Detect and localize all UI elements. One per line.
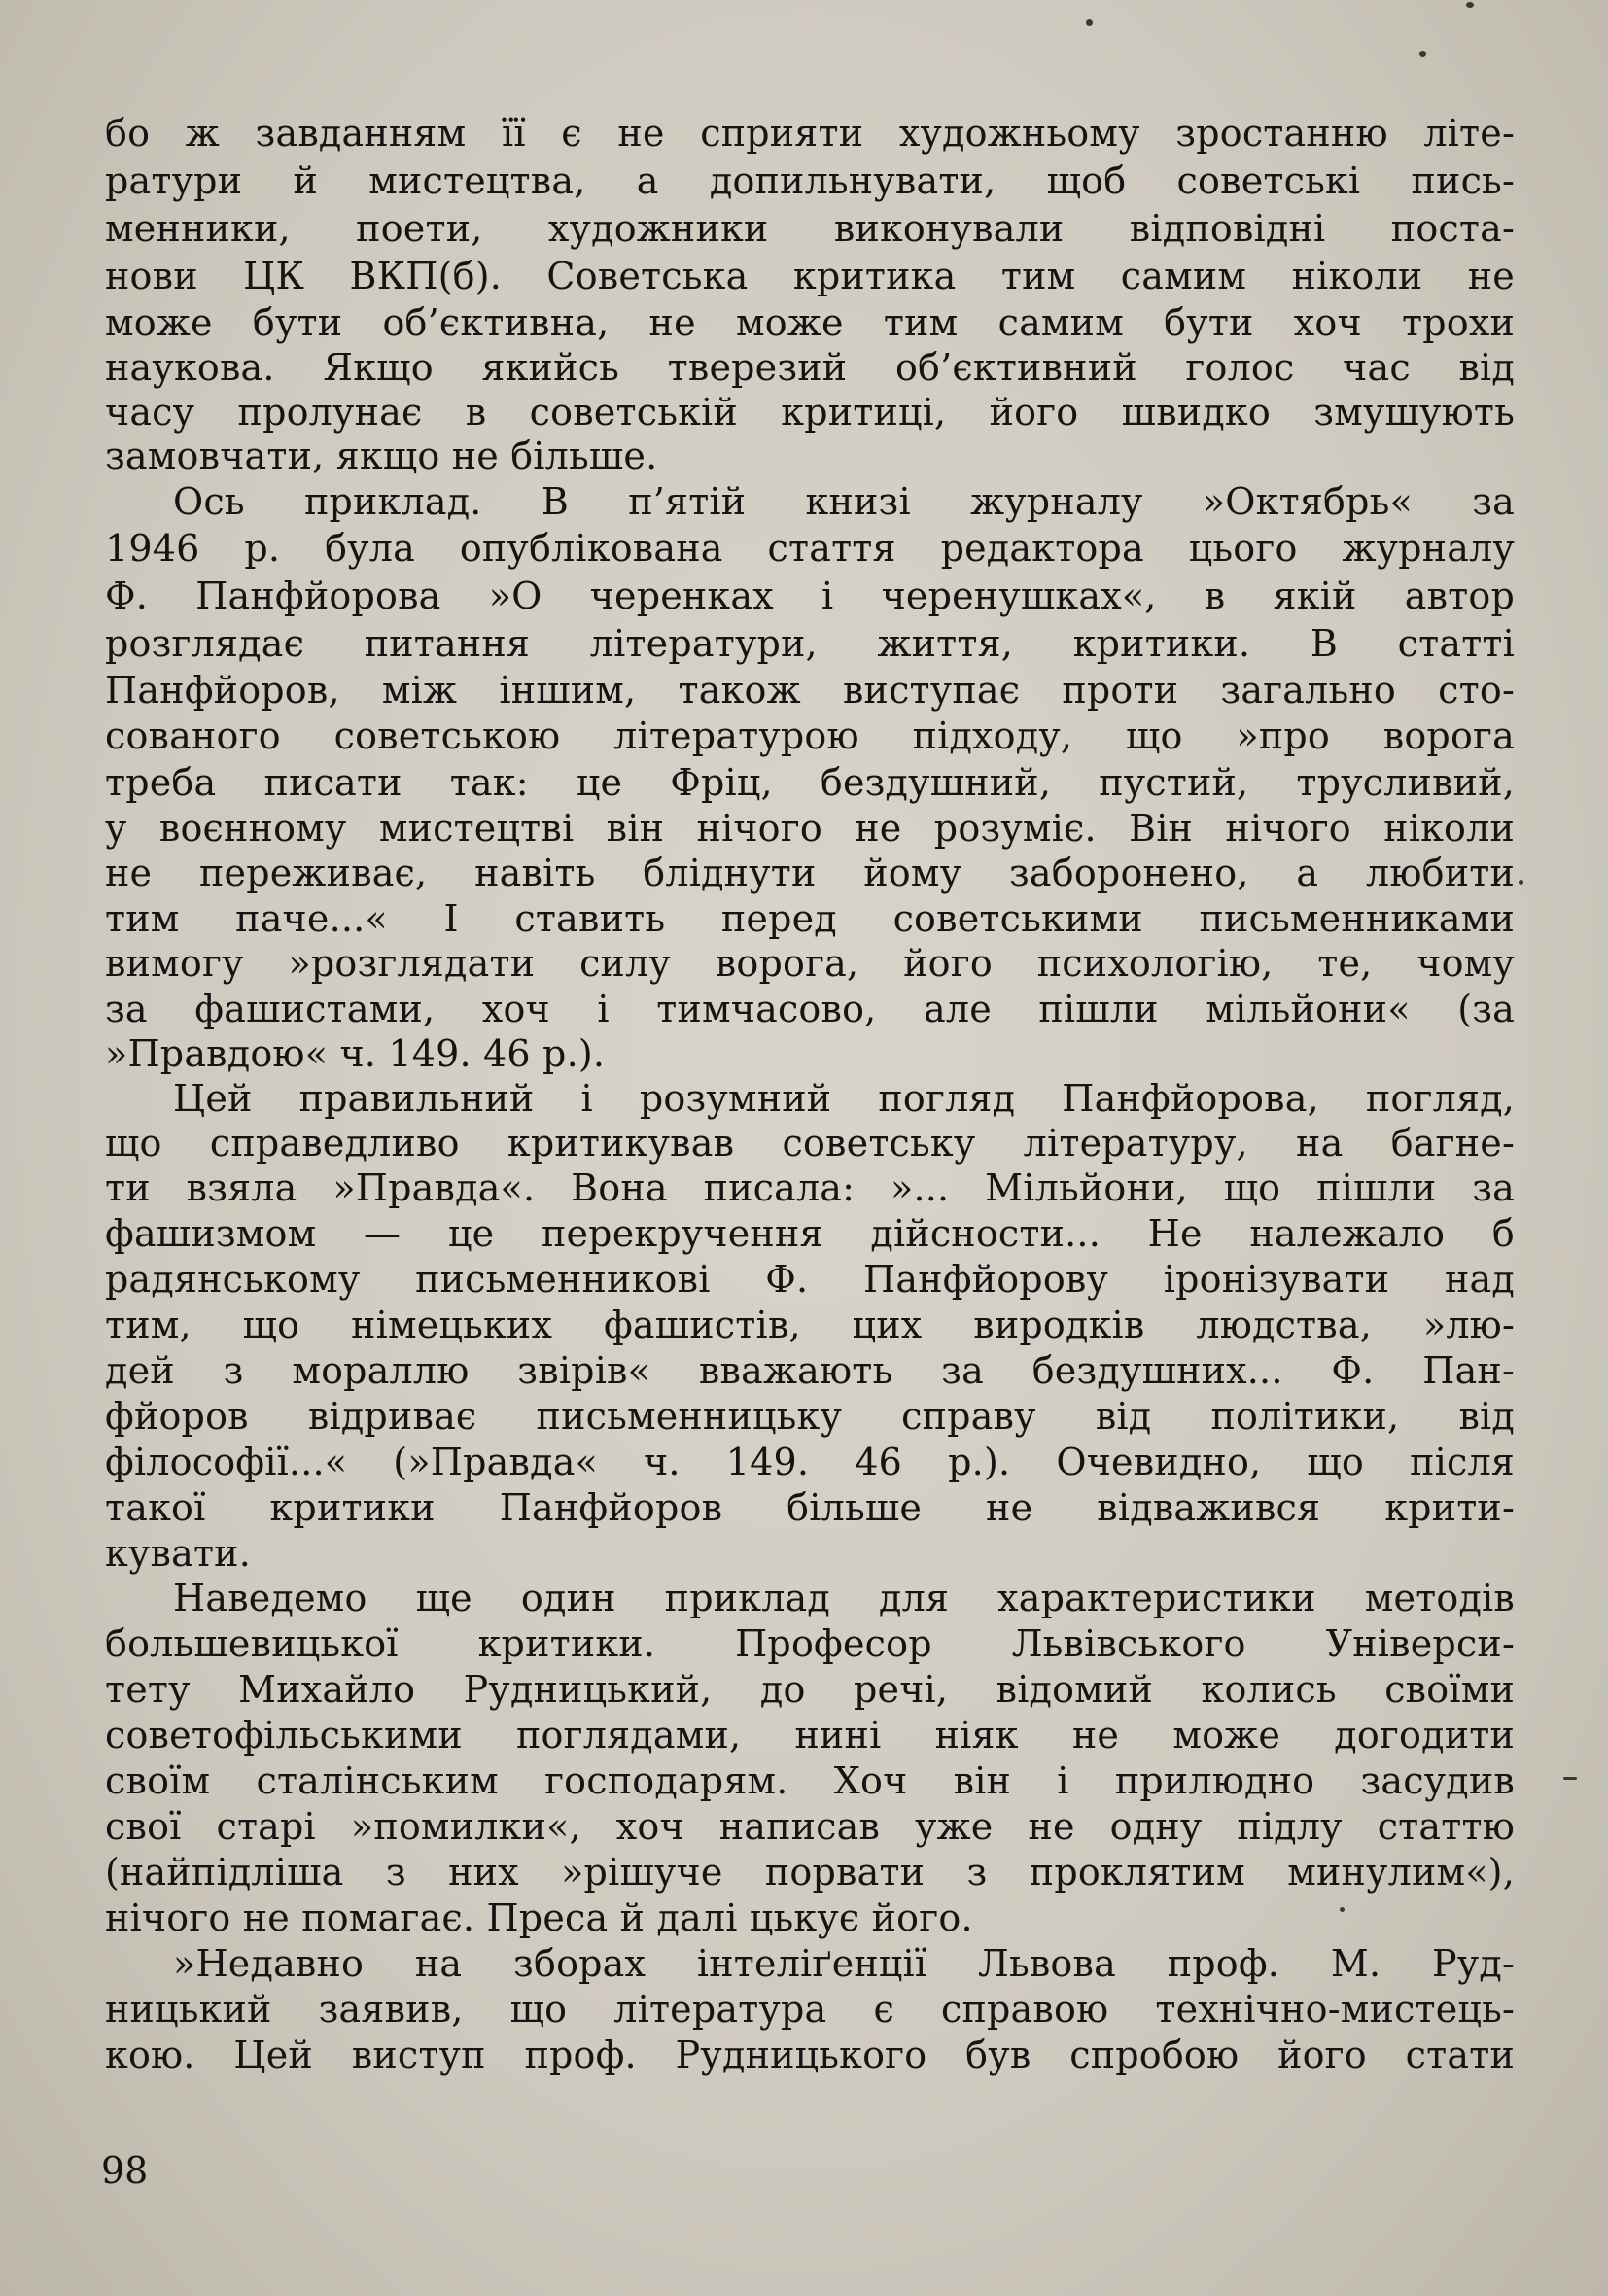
text-line-7: часу пролунає в советській критиці, його швидко змушують [105,391,1515,434]
text-line-31: такої критики Панфйоров більше не відважився крити- [105,1486,1515,1529]
text-line-1: бо ж завданням її є не сприяти художньому зростанню літе- [105,112,1515,155]
text-line-2: ратури й мистецтва, а допильнувати, щоб советські пись- [105,159,1515,202]
text-line-13: Панфйоров, між іншим, також виступає проти загально сто- [105,669,1515,712]
print-speck [1086,19,1093,26]
text-line-24: ти взяла »Правда«. Вона писала: »... Мільйони, що пішли за [105,1166,1515,1209]
print-speck [1563,1777,1577,1780]
text-line-16: у воєнному мистецтві він нічого не розуміє. Він нічого ніколи [105,807,1515,850]
text-line-33: Наведемо ще один приклад для характеристики методів [173,1577,1515,1619]
text-line-25: фашизмом — це перекручення дійсности... Не належало б [105,1212,1515,1255]
text-line-27: тим, що німецьких фашистів, цих виродків людства, »лю- [105,1304,1515,1346]
text-line-35: тету Михайло Рудницький, до речі, відомий колись своїми [105,1668,1515,1711]
text-line-38: свої старі »помилки«, хоч написав уже не одну підлу статтю [105,1805,1515,1848]
text-line-12: розглядає питання літератури, життя, критики. В статті [105,622,1515,665]
text-line-41: »Недавно на зборах інтеліґенції Львова проф. М. Руд- [173,1942,1515,1985]
text-line-18: тим паче...« І ставить перед советськими письменниками [105,897,1515,940]
print-speck [1419,51,1426,57]
text-line-43: кою. Цей виступ проф. Рудницького був спробою його стати [105,2034,1515,2076]
text-line-22: Цей правильний і розумний погляд Панфйорова, погляд, [173,1077,1515,1120]
text-line-3: менники, поети, художники виконували відповідні поста- [105,207,1515,250]
text-line-36: советофільськими поглядами, нині ніяк не може догодити [105,1714,1515,1757]
text-line-32: кувати. [105,1532,251,1575]
text-line-17: не переживає, навіть бліднути йому заборонено, а любити [105,852,1515,894]
text-line-37: своїм сталінським господарям. Хоч він і прилюдно засудив [105,1759,1515,1802]
text-line-9: Ось приклад. В п’ятій книзі журналу »Октябрь« за [173,480,1515,523]
text-line-19: вимогу »розглядати силу ворога, його психологію, те, чому [105,942,1515,985]
text-line-14: сованого советською літературою підходу, що »про ворога [105,714,1515,757]
text-line-29: фйоров відриває письменницьку справу від політики, від [105,1395,1515,1438]
text-line-10: 1946 р. була опублікована стаття редактора цього журналу [105,527,1515,570]
text-line-15: треба писати так: це Фріц, бездушний, пустий, трусливий, [105,761,1515,804]
text-line-40: нічого не помагає. Преса й далі цькує його. [105,1896,973,1939]
text-line-23: що справедливо критикував советську літературу, на багне- [105,1122,1515,1165]
text-line-39: (найпідліша з них »рішуче порвати з проклятим минулим«), [105,1851,1515,1894]
text-line-6: наукова. Якщо якийсь тверезий об’єктивний голос час від [105,346,1515,389]
page-number: 98 [101,2149,149,2192]
text-line-30: філософії...« (»Правда« ч. 149. 46 р.). Очевидно, що після [105,1441,1515,1483]
text-line-8: замовчати, якщо не більше. [105,435,658,477]
print-speck [1466,2,1474,8]
text-line-42: ницький заявив, що література є справою технічно-мистець- [105,1988,1515,2031]
text-line-26: радянському письменникові Ф. Панфйорову іронізувати над [105,1258,1515,1301]
text-line-11: Ф. Панфйорова »О черенках і черенушках«, в якій автор [105,574,1515,617]
text-line-20: за фашистами, хоч і тимчасово, але пішли мільйони« (за [105,988,1515,1030]
text-line-21: »Правдою« ч. 149. 46 р.). [105,1032,606,1075]
text-line-5: може бути об’єктивна, не може тим самим бути хоч трохи [105,301,1515,344]
text-line-4: нови ЦК ВКП(б). Советська критика тим самим ніколи не [105,255,1515,297]
print-speck [1519,880,1523,885]
text-line-28: дей з мораллю звірів« вважають за бездушних... Ф. Пан- [105,1349,1515,1392]
text-line-34: большевицької критики. Професор Львівського Універси- [105,1622,1515,1665]
